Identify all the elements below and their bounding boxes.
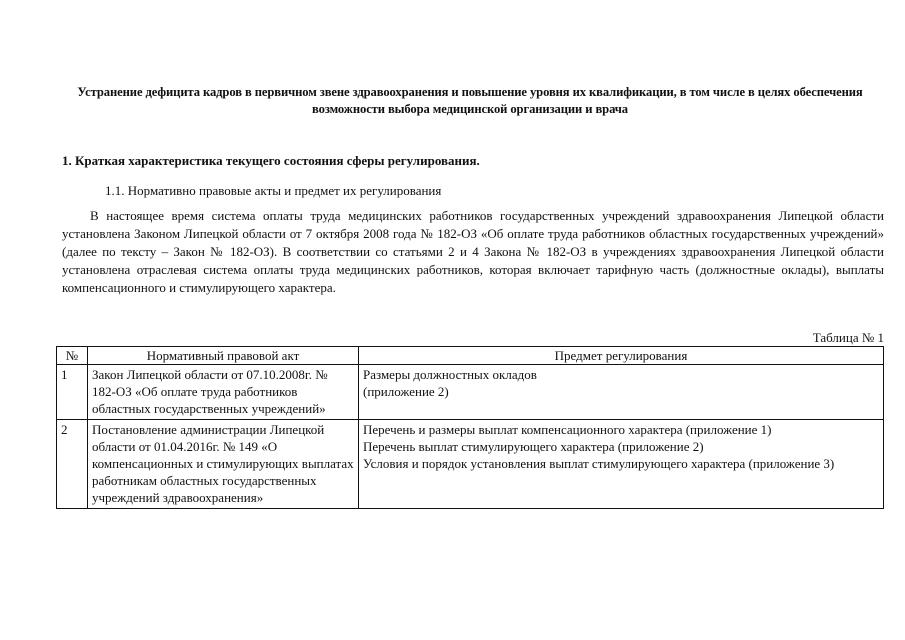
- row-number: 2: [57, 420, 88, 509]
- row-legal-act: Закон Липецкой области от 07.10.2008г. № 182-ОЗ «Об оплате труда работников областных государственных учреждений»: [88, 365, 359, 420]
- subject-line: Размеры должностных окладов: [363, 367, 537, 382]
- section-heading: 1. Краткая характеристика текущего состояния сферы регулирования.: [62, 153, 480, 168]
- subject-line: Перечень и размеры выплат компенсационного характера (приложение 1): [363, 422, 772, 437]
- regulation-table: [56, 346, 884, 509]
- header-subject: Предмет регулирования: [359, 347, 884, 365]
- table-row: [57, 365, 884, 420]
- row-subject: [359, 420, 884, 509]
- subject-line: Условия и порядок установления выплат стимулирующего характера (приложение 3): [363, 456, 835, 471]
- subject-line: Перечень выплат стимулирующего характера (приложение 2): [363, 439, 704, 454]
- document-title: Устранение дефицита кадров в первичном звене здравоохранения и повышение уровня их квалификации, в том числе в целях обеспечения возможности выбора медицинской организации и врача: [77, 85, 863, 116]
- row-legal-act: Постановление администрации Липецкой области от 01.04.2016г. № 149 «О компенсационных и стимулирующих выплатах работникам областных государственных учреждений здравоохранения»: [88, 420, 359, 509]
- row-subject: [359, 365, 884, 420]
- header-legal-act: Нормативный правовой акт: [88, 347, 359, 365]
- subsection-heading: 1.1. Нормативно правовые акты и предмет их регулирования: [105, 183, 442, 198]
- table-row: [57, 420, 884, 509]
- row-number: 1: [57, 365, 88, 420]
- subject-line: (приложение 2): [363, 384, 449, 399]
- body-paragraph: В настоящее время система оплаты труда медицинских работников государственных учреждений здравоохранения Липецкой области установлена Законом Липецкой области от 7 октября 2008 года № 182-ОЗ «Об оплате труда работников областных государственных учреждений» (далее по тексту – Закон № 182-ОЗ). В соответствии со статьями 2 и 4 Закона № 182-ОЗ в учреждениях здравоохранения Липецкой области установлена отраслевая система оплаты труда медицинских работников, которая включает тарифную часть (должностные оклады), выплаты компенсационного и стимулирующего характера.: [62, 208, 884, 295]
- header-number: №: [57, 347, 88, 365]
- table-header-row: [57, 347, 884, 365]
- table-caption: Таблица № 1: [812, 330, 884, 345]
